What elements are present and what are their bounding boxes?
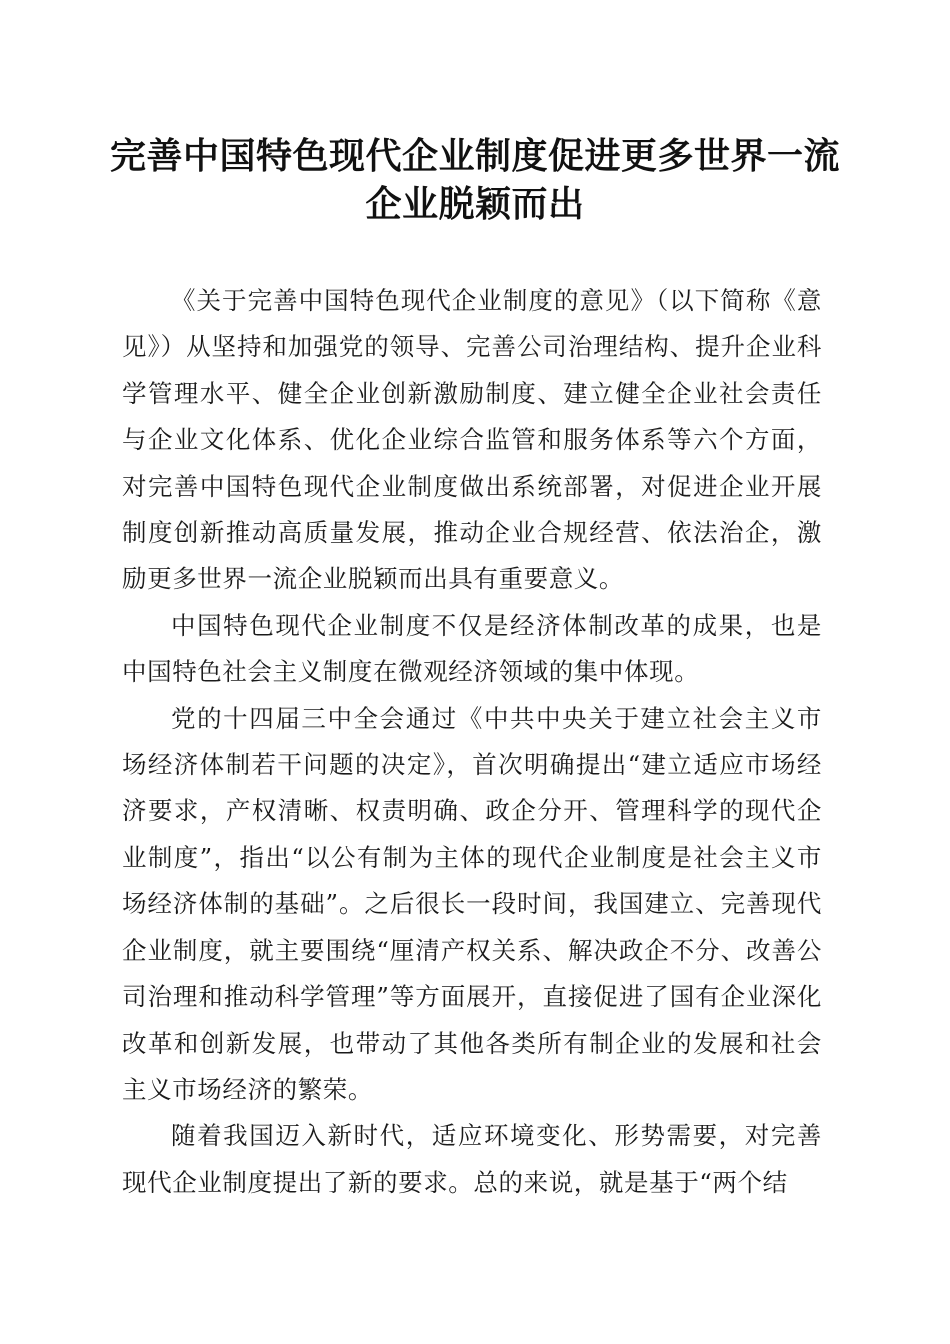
document-title <box>100 132 850 228</box>
paragraph-3: 党的十四届三中全会通过《中共中央关于建立社会主义市场经济体制若干问题的决定》，首次明确提出“建立适应市场经济要求，产权清晰、权责明确、政企分开、管理科学的现代企业制度”，指出“以公有制为主体的现代企业制度是社会主义市场经济体制的基础”。之后很长一段时间，我国建立、完善现代企业制度，就主要围绕“厘清产权关系、解决政企不分、改善公司治理和推动科学管理”等方面展开，直接促进了国有企业深化改革和创新发展，也带动了其他各类所有制企业的发展和社会主义市场经济的繁荣。 <box>122 703 822 1104</box>
paragraph-4: 随着我国迈入新时代，适应环境变化、形势需要，对完善现代企业制度提出了新的要求。总的来说，就是基于“两个结 <box>122 1121 822 1197</box>
paragraph-1: 《关于完善中国特色现代企业制度的意见》（以下简称《意见》）从坚持和加强党的领导、完善公司治理结构、提升企业科学管理水平、健全企业创新激励制度、建立健全企业社会责任与企业文化体系、优化企业综合监管和服务体系等六个方面，对完善中国特色现代企业制度做出系统部署，对促进企业开展制度创新推动高质量发展，推动企业合规经营、依法治企，激励更多世界一流企业脱颖而出具有重要意义。 <box>122 286 822 594</box>
document-body <box>122 278 822 1206</box>
title-line-1: 完善中国特色现代企业制度促进更多世界一流 <box>109 135 840 177</box>
paragraph-2: 中国特色现代企业制度不仅是经济体制改革的成果，也是中国特色社会主义制度在微观经济领域的集中体现。 <box>122 610 822 687</box>
title-line-2: 企业脱颖而出 <box>365 183 585 225</box>
